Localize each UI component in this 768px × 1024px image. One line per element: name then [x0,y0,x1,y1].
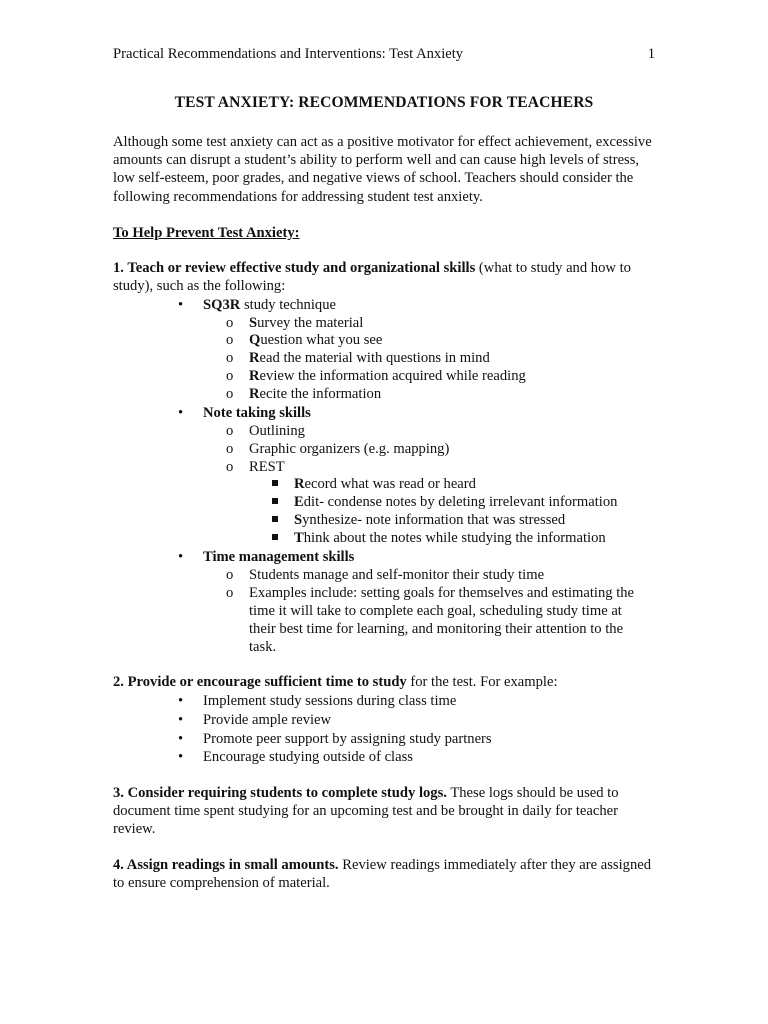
sub-marker: o [226,350,234,366]
item-text: ecord what was read or heard [304,476,476,492]
square-bullet-icon [272,529,280,537]
item-text: ecite the information [259,386,382,402]
prevent-heading: To Help Prevent Test Anxiety: [113,225,300,241]
square-bullet-icon [272,511,280,519]
initial-letter: T [294,530,304,546]
section-2-title: 2. Provide or encourage sufficient time to study [113,674,407,690]
initial-letter: R [249,368,260,384]
bullet-marker: • [178,405,184,421]
item-text: Outlining [249,423,305,439]
sub-marker: o [226,567,234,583]
page-number: 1 [647,46,655,62]
initial-letter: Q [249,332,261,348]
bullet-marker: • [178,693,184,709]
item-text: REST [249,459,285,475]
intro-paragraph: Although some test anxiety can act as a positive motivator for effect achievement, excessive amounts can disrupt a student’s ability to perform well and can cause high levels of stress, low self-esteem, poor grades, and negative views of school. Teachers should consider the following recommendations for addressing student test anxiety. [113,134,652,205]
initial-letter: R [294,476,305,492]
sq3r-label: SQ3R [203,297,241,313]
sub-marker: o [226,386,234,402]
bullet-marker: • [178,297,184,313]
initial-letter: E [294,494,304,510]
initial-letter: S [294,512,303,528]
item-text: Promote peer support by assigning study partners [203,731,492,747]
section-2-text: for the test. For example: [406,674,558,690]
item-text: Encourage studying outside of class [203,749,413,765]
item-text: Examples include: setting goals for themselves and estimating the time it will take to complete each goal, scheduling study time at their best time for learning, and monitoring their attention to the task. [249,585,635,655]
section-1-lead [113,259,653,295]
section-4-title: 4. Assign readings in small amounts. [113,857,339,873]
item-text: Students manage and self-monitor their study time [249,567,545,583]
item-text: ead the material with questions in mind [259,350,490,366]
sub-marker: o [226,315,234,331]
sub-marker: o [226,459,234,475]
sq3r-text: study technique [240,297,336,313]
item-text: uestion what you see [260,332,383,348]
running-header [113,46,655,63]
bullet-marker: • [178,549,184,565]
section-2-lead [113,673,653,691]
sub-marker: o [226,332,234,348]
section-1-title: 1. Teach or review effective study and organizational skills [113,260,476,276]
square-bullet-icon [272,493,280,501]
sub-marker: o [226,441,234,457]
initial-letter: S [249,315,258,331]
section-3-text: These logs should be used to document time spent studying for an upcoming test and be brought in daily for teacher review. [113,785,619,838]
document-title: TEST ANXIETY: RECOMMENDATIONS FOR TEACHERS [174,94,594,111]
bullet-marker: • [178,749,184,765]
bullet-marker: • [178,731,184,747]
item-text: Implement study sessions during class time [203,693,457,709]
initial-letter: R [249,386,260,402]
item-text: eview the information acquired while reading [259,368,526,384]
item-text: hink about the notes while studying the information [303,530,606,546]
note-taking-label: Note taking skills [203,405,311,421]
item-text: dit- condense notes by deleting irrelevant information [303,494,618,510]
item-text: urvey the material [257,315,364,331]
initial-letter: R [249,350,260,366]
square-bullet-icon [272,475,280,483]
section-1-text: (what to study and how to study), such as the following: [113,260,631,295]
time-management-label: Time management skills [203,549,355,565]
item-text: Provide ample review [203,712,332,728]
section-4-paragraph [113,856,653,892]
sub-marker: o [226,585,234,601]
sub-marker: o [226,368,234,384]
section-3-title: 3. Consider requiring students to complete study logs. [113,785,447,801]
bullet-marker: • [178,712,184,728]
section-3-paragraph [113,784,653,839]
item-text: Graphic organizers (e.g. mapping) [249,441,450,457]
item-text: ynthesize- note information that was stressed [302,512,566,528]
section-4-text: Review readings immediately after they are assigned to ensure comprehension of material. [113,857,652,892]
sub-marker: o [226,423,234,439]
running-title: Practical Recommendations and Interventions: Test Anxiety [113,46,464,62]
